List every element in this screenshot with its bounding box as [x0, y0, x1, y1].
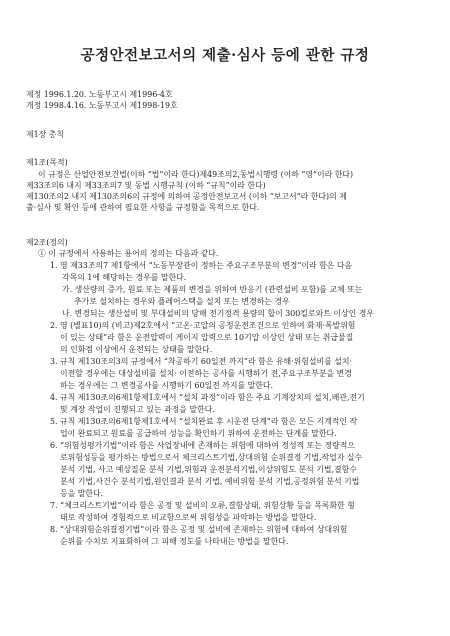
article1-line: 이 규정은 산업안전보건법(이하 “법”이라 한다)제49조의2,동법시행령 (이하 “영”이라 한다): [38, 170, 354, 179]
item1-line: 1. 영 제33조의7 제1항에서 “노동부장관이 정하는 주요구조부분의 변경”이라 함은 다음: [50, 261, 353, 270]
article1-line: 출·심사 및 확인 등에 관하여 필요한 사항을 규정함을 목적으로 한다.: [26, 203, 260, 212]
item7-line: 7. “체크리스트기법”이라 함은 공정 및 설비의 오류,결함상태, 위험상황 등을 목록화한 형: [50, 501, 355, 510]
item5-line: 업이 완료되고 원료를 공급하여 성능을 확인하기 위하여 운전하는 단계를 말한다.: [60, 429, 337, 438]
item6-line: 분석 기법,사건수 분석기법,원인결과 분석 기법, 예비위험 분석 기법,공정위험 분석 기법: [60, 477, 360, 486]
item1-subitem-ga: 가. 생산량의 증가, 원료 또는 제품의 변경을 위하여 반응기 (관련설비 포함)를 교체 또는: [62, 285, 363, 294]
revision-note: 개정 1998.4.16. 노동부고시 제1998-19호: [26, 101, 178, 110]
item6-line: 로위험성등을 평가하는 방법으로서 체크리스트기법,상대위험 순위결정 기법,작업자 실수: [60, 453, 363, 462]
article1-heading: 제1조(목적): [26, 158, 68, 167]
item1-subitem-na: 나. 변경되는 생산설비 및 부대설비의 당해 전기정격 용량의 합이 300킬로와트 이상인 경우: [62, 309, 374, 318]
item2-line: 이 있는 상태”라 함은 운전압력이 게이지 압력으로 10기압 이상인 상태 또는 취급물질: [60, 333, 354, 342]
item2-line: 의 인화점 이상에서 운전되는 상태를 말한다.: [60, 345, 213, 354]
article1-line: 제33조의6 내지 제33조의7 및 동법 시행규칙 (이하 “규칙”이라 한다): [26, 181, 266, 190]
item1-subitem-ga: 추가로 설치하는 경우와 플레어스택을 설치 또는 변경하는 경우: [74, 297, 290, 306]
item5-line: 5. 규칙 제130조의6제1항제1호에서 “설치완료 후 시운전 단계”라 함은 모든 기계적인 작: [50, 417, 358, 426]
enactment-note: 제정 1996.1.20. 노동부고시 제1996-4호: [26, 90, 173, 99]
item3-line: 하는 경우에는 그 변경공사를 시행하기 60일전 까지를 말한다.: [60, 381, 274, 390]
item4-line: 4. 규칙 제130조의6제1항제1호에서 “설치 과정”이라 함은 주요 기계장치의 설치,배관,전기: [50, 393, 365, 402]
item4-line: 및 계장 작업이 진행되고 있는 과정을 말한다.: [60, 405, 215, 414]
item1-line: 각목의 1에 해당하는 경우를 말한다.: [62, 273, 187, 282]
article1-line: 제130조의2 내지 제130조의6의 규정에 의하여 공정안전보고서 (이하 “보고서”라 한다)의 제: [26, 192, 347, 201]
item8-line: 순위를 수치로 지표화하여 그 피해 정도를 나타내는 방법을 말한다.: [60, 537, 289, 546]
item6-line: 분석 기법, 사고 예상질문 분석 기법,위험과 운전분석기법,이상위험도 분석 기법,결함수: [60, 465, 357, 474]
item3-line: 이전할 경우에는 대상설비를 설치· 이전하는 공사를 시행하기 전,주요구조부분을 변경: [60, 369, 352, 378]
item3-line: 3. 규칙 제130조의3의 규정에서 “착공하기 60일전 까지”라 함은 유해·위험설비를 설치·: [50, 357, 352, 366]
item8-line: 8. “상대위험순위결정기법”이라 함은 공정 및 설비에 존재하는 위험에 대하여 상대위험: [50, 525, 348, 534]
article2-heading: 제2조(정의): [26, 238, 68, 247]
item2-line: 2. 영 (별표10)의 (비고)제2호에서 “고온·고압의 공정운전조건으로 인하여 화재·폭발위험: [50, 321, 356, 330]
item6-line: 6. “위험성평가기법”이라 함은 사업장내에 존재하는 위험에 대하여 정성적 또는 정량적으: [50, 441, 355, 450]
item7-line: 태로 작성하여 경험적으로 비교함으로써 위험성을 파악하는 방법을 말한다.: [60, 513, 317, 522]
item6-line: 등을 말한다.: [60, 489, 104, 498]
document-title: 공정안전보고서의 제출·심사 등에 관한 규정: [80, 47, 370, 64]
chapter-heading: 제1장 총칙: [26, 130, 65, 139]
article2-intro: ① 이 규정에서 사용하는 용어의 정의는 다음과 같다.: [38, 249, 219, 258]
